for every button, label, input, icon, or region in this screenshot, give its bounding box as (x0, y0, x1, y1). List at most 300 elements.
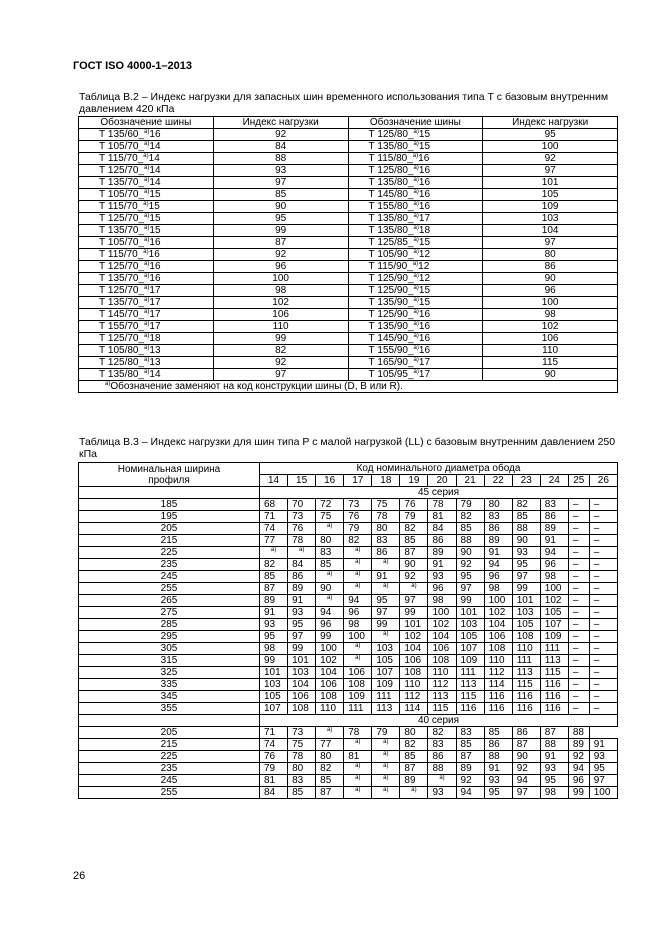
load-index-cell: 99 (456, 595, 484, 607)
load-index-cell: 110 (428, 667, 456, 679)
load-index-cell: 93 (512, 547, 540, 559)
load-index-cell: 95 (540, 775, 568, 787)
load-index-cell: 101 (288, 655, 316, 667)
table-row (79, 523, 618, 535)
load-index-cell: 106 (428, 643, 456, 655)
load-index-cell: 88 (512, 523, 540, 535)
footnote-mark: a) (413, 129, 419, 135)
nominal-width-cell: 345 (79, 691, 260, 703)
load-index-cell: 95 (456, 571, 484, 583)
table-row (79, 679, 618, 691)
load-index-cell: – (568, 559, 589, 571)
load-index-cell: 114 (400, 703, 428, 715)
rim-code-header: 14 (260, 475, 288, 487)
footnote-mark: a) (413, 189, 419, 195)
load-index-cell: 98 (540, 571, 568, 583)
tire-prefix: Т 115/70_ (99, 201, 144, 212)
footnote-mark: a) (413, 369, 419, 375)
load-index-cell: 93 (213, 165, 348, 177)
load-index-cell: 89 (484, 535, 512, 547)
load-index-cell: 107 (456, 643, 484, 655)
rim-code-header: 22 (484, 475, 512, 487)
load-index-cell: 89 (540, 523, 568, 535)
table-row (79, 153, 618, 165)
load-index-cell: 97 (483, 237, 618, 249)
load-index-cell: – (568, 547, 589, 559)
tire-designation-cell (79, 357, 214, 369)
load-index-cell: 97 (456, 583, 484, 595)
section-spacer (79, 715, 260, 727)
load-index-cell: 105 (372, 655, 400, 667)
tire-designation-cell (79, 333, 214, 345)
load-index-cell: 82 (512, 499, 540, 511)
tire-prefix: Т 155/90_ (368, 345, 414, 356)
load-index-cell: 74 (260, 523, 288, 535)
footnote-mark: a) (383, 775, 389, 781)
tire-designation-cell (348, 153, 483, 165)
tire-designation-cell (79, 141, 214, 153)
rim-code: 16 (418, 153, 430, 164)
load-index-cell: 85 (484, 727, 512, 739)
load-index-cell: 85 (288, 787, 316, 799)
load-index-cell: 94 (316, 607, 344, 619)
tire-designation-cell (79, 213, 214, 225)
load-index-cell: 95 (260, 631, 288, 643)
load-index-cell: 97 (589, 775, 617, 787)
load-index-cell: 108 (288, 703, 316, 715)
load-index-cell: 97 (213, 369, 348, 381)
load-index-cell: 76 (344, 511, 372, 523)
nominal-width-cell: 285 (79, 619, 260, 631)
load-index-cell (316, 727, 344, 739)
load-index-cell: 98 (260, 643, 288, 655)
tire-prefix: Т 135/70_ (99, 225, 145, 236)
load-index-cell: 114 (484, 679, 512, 691)
rim-code-header: 21 (456, 475, 484, 487)
load-index-cell: 102 (213, 297, 348, 309)
load-index-cell: 95 (213, 213, 348, 225)
load-index-cell: 91 (484, 763, 512, 775)
load-index-cell: – (568, 511, 589, 523)
load-index-cell: 99 (316, 631, 344, 643)
nominal-width-cell: 205 (79, 523, 260, 535)
load-index-cell: 89 (288, 583, 316, 595)
rim-code: 16 (418, 201, 431, 212)
tire-prefix: Т 145/90_ (368, 333, 414, 344)
footnote-mark: a) (144, 129, 150, 135)
load-index-cell: 77 (260, 535, 288, 547)
table-row (79, 703, 618, 715)
load-index-cell: 110 (213, 321, 348, 333)
footnote-mark: a) (355, 655, 361, 661)
load-index-cell: 95 (483, 129, 618, 141)
load-index-cell: 87 (540, 727, 568, 739)
section-row (79, 487, 618, 499)
load-index-cell: 79 (260, 763, 288, 775)
rim-code: 17 (418, 357, 431, 368)
load-index-cell: 82 (400, 523, 428, 535)
load-index-cell: 106 (288, 691, 316, 703)
tire-prefix: Т 115/70_ (99, 153, 144, 164)
table-row (79, 129, 618, 141)
nominal-width-cell: 205 (79, 727, 260, 739)
footnote-mark: a) (383, 583, 389, 589)
load-index-cell: 86 (428, 535, 456, 547)
load-index-cell: 88 (428, 763, 456, 775)
tire-prefix: Т 125/80_ (368, 129, 414, 140)
footnote-mark: a) (383, 787, 389, 793)
load-index-cell: 83 (288, 775, 316, 787)
tire-prefix: Т 115/80_ (368, 153, 413, 164)
nominal-width-cell: 265 (79, 595, 260, 607)
load-index-cell: 85 (260, 571, 288, 583)
load-index-cell: 98 (540, 787, 568, 799)
load-index-cell: 110 (484, 655, 512, 667)
footnote-mark: a) (413, 297, 419, 303)
footnote-mark: a) (355, 787, 361, 793)
load-index-cell: 79 (344, 523, 372, 535)
rim-code: 18 (149, 333, 161, 344)
table-row (79, 225, 618, 237)
load-index-cell: 96 (213, 261, 348, 273)
load-index-cell (344, 571, 372, 583)
tire-designation-cell (79, 189, 214, 201)
load-index-cell: 82 (344, 535, 372, 547)
load-index-cell: 96 (568, 775, 589, 787)
load-index-cell: – (568, 499, 589, 511)
load-index-cell: 92 (512, 763, 540, 775)
load-index-cell: 101 (512, 595, 540, 607)
tire-prefix: Т 135/80_ (368, 177, 414, 188)
table-row (79, 571, 618, 583)
tire-prefix: Т 125/85_ (368, 237, 414, 248)
tire-designation-cell (348, 189, 483, 201)
load-index-cell: – (568, 667, 589, 679)
load-index-cell: 94 (568, 763, 589, 775)
load-index-cell: 75 (288, 739, 316, 751)
load-index-cell: 112 (484, 667, 512, 679)
table-row (79, 643, 618, 655)
load-index-cell: 95 (589, 763, 617, 775)
tire-designation-cell (348, 273, 483, 285)
load-index-cell: 85 (213, 189, 348, 201)
load-index-cell: 111 (512, 655, 540, 667)
table-row (79, 141, 618, 153)
load-index-cell: 82 (260, 559, 288, 571)
load-index-cell: 103 (483, 213, 618, 225)
load-index-cell: 92 (456, 559, 484, 571)
footnote-mark: a) (383, 631, 389, 637)
load-index-cell: – (589, 643, 617, 655)
tire-designation-cell (79, 165, 214, 177)
column-header: Обозначение шины (348, 117, 483, 129)
rim-code: 16 (418, 189, 431, 200)
load-index-cell (344, 739, 372, 751)
footnote-mark: a) (143, 201, 149, 207)
tire-designation-cell (348, 333, 483, 345)
footnote-mark: a) (355, 583, 361, 589)
load-index-cell: 108 (428, 655, 456, 667)
rim-code: 16 (149, 261, 161, 272)
load-index-cell: 78 (288, 751, 316, 763)
load-index-cell: 103 (512, 607, 540, 619)
load-index-cell: 97 (288, 631, 316, 643)
load-index-cell: 81 (428, 511, 456, 523)
load-index-cell: 98 (484, 583, 512, 595)
load-index-cell: 110 (512, 643, 540, 655)
load-index-cell: – (589, 703, 617, 715)
nominal-width-cell: 185 (79, 499, 260, 511)
load-index-cell: 98 (213, 285, 348, 297)
footnote-mark: a) (439, 775, 445, 781)
table-row (79, 165, 618, 177)
tire-prefix: Т 125/80_ (99, 357, 145, 368)
load-index-cell: – (568, 655, 589, 667)
load-index-cell: 89 (400, 775, 428, 787)
nominal-width-cell: 355 (79, 703, 260, 715)
load-index-cell: 108 (344, 679, 372, 691)
load-index-cell: 91 (589, 739, 617, 751)
load-index-cell: – (589, 535, 617, 547)
load-index-cell: 100 (484, 595, 512, 607)
footnote-mark: a) (413, 141, 419, 147)
load-index-cell: 87 (456, 751, 484, 763)
tire-prefix: Т 115/90_ (368, 261, 413, 272)
load-index-cell: 91 (540, 751, 568, 763)
load-index-cell: 86 (540, 511, 568, 523)
footnote-mark: a) (144, 297, 150, 303)
load-index-cell: 94 (344, 595, 372, 607)
tire-designation-cell (348, 225, 483, 237)
load-index-cell: 80 (400, 727, 428, 739)
load-index-cell: 97 (483, 165, 618, 177)
load-index-cell: 107 (260, 703, 288, 715)
load-index-cell: 104 (428, 631, 456, 643)
table-row (79, 751, 618, 763)
load-index-cell: 73 (288, 511, 316, 523)
footnote-mark: a) (144, 237, 150, 243)
rim-code: 15 (418, 285, 431, 296)
footnote-mark: a) (412, 153, 419, 159)
table-b3-caption: Таблица В.3 – Индекс нагрузки для шин типа Р с малой нагрузкой (LL) с базовым внутренним давлением 250 кПа (79, 436, 616, 460)
footnote-mark: a) (355, 775, 361, 781)
load-index-cell: 92 (483, 153, 618, 165)
footnote-mark: a) (144, 225, 150, 231)
load-index-cell: 100 (540, 583, 568, 595)
footnote-mark: a) (413, 333, 419, 339)
nominal-width-cell: 295 (79, 631, 260, 643)
tire-designation-cell (348, 345, 483, 357)
load-index-cell: 92 (213, 249, 348, 261)
tire-designation-cell (348, 297, 483, 309)
tire-prefix: Т 135/70_ (99, 273, 145, 284)
table-row (79, 369, 618, 381)
footnote-mark: a) (144, 285, 150, 291)
load-index-cell: 102 (540, 595, 568, 607)
load-index-cell: 104 (400, 643, 428, 655)
load-index-cell: 80 (316, 535, 344, 547)
rim-code: 16 (149, 129, 161, 140)
load-index-cell: – (589, 655, 617, 667)
load-index-cell: 94 (540, 547, 568, 559)
load-index-cell: – (568, 571, 589, 583)
footnote-mark: a) (413, 309, 419, 315)
footnote-mark: a) (383, 559, 389, 565)
load-index-cell: 86 (483, 261, 618, 273)
load-index-cell: 109 (372, 679, 400, 691)
rim-code: 15 (149, 189, 161, 200)
section-row (79, 715, 618, 727)
load-index-cell: 108 (484, 643, 512, 655)
footnote-mark: a) (327, 727, 333, 733)
footnote-mark: a) (144, 165, 150, 171)
footnote-mark: a) (144, 321, 150, 327)
load-index-cell: 113 (372, 703, 400, 715)
load-index-cell: 92 (213, 129, 348, 141)
load-index-cell: 113 (428, 691, 456, 703)
load-index-cell: 87 (213, 237, 348, 249)
load-index-cell: 85 (456, 739, 484, 751)
rim-code-header: 16 (316, 475, 344, 487)
load-index-cell (400, 787, 428, 799)
tire-prefix: Т 125/70_ (99, 285, 145, 296)
load-index-cell: 109 (456, 655, 484, 667)
footnote-mark: a) (413, 213, 419, 219)
load-index-cell: 77 (316, 739, 344, 751)
footnote-mark: a) (413, 165, 419, 171)
column-header: Индекс нагрузки (213, 117, 348, 129)
load-index-cell: 83 (372, 535, 400, 547)
load-index-cell: 78 (288, 535, 316, 547)
tire-designation-cell (79, 273, 214, 285)
load-index-cell: 113 (512, 667, 540, 679)
load-index-cell (260, 547, 288, 559)
table-row (79, 595, 618, 607)
load-index-cell: 116 (540, 679, 568, 691)
rim-code-header: 24 (540, 475, 568, 487)
load-index-cell: 111 (344, 703, 372, 715)
load-index-cell: 70 (288, 499, 316, 511)
load-index-cell: 99 (372, 619, 400, 631)
rim-code: 12 (418, 261, 430, 272)
tire-designation-cell (348, 357, 483, 369)
footnote-row (79, 381, 618, 393)
load-index-cell: 88 (456, 535, 484, 547)
load-index-cell: 100 (316, 643, 344, 655)
load-index-cell: 96 (483, 285, 618, 297)
load-index-cell: 90 (512, 535, 540, 547)
footnote-mark: a) (105, 381, 111, 387)
load-index-cell: – (589, 691, 617, 703)
load-index-cell: 86 (372, 547, 400, 559)
footnote-mark: a) (144, 369, 150, 375)
tire-prefix: Т 125/70_ (99, 165, 145, 176)
load-index-cell: 100 (483, 141, 618, 153)
rim-code-header: 18 (372, 475, 400, 487)
rim-code: 16 (418, 321, 431, 332)
load-index-cell: 89 (456, 763, 484, 775)
load-index-cell: – (589, 631, 617, 643)
load-index-cell: – (568, 523, 589, 535)
load-index-cell: 96 (428, 583, 456, 595)
load-index-cell: 102 (316, 655, 344, 667)
load-index-cell: 100 (428, 607, 456, 619)
table-row (79, 309, 618, 321)
tire-designation-cell (79, 237, 214, 249)
nominal-width-cell: 275 (79, 607, 260, 619)
load-index-cell: 88 (568, 727, 589, 739)
header-rim-code: Код номинального диаметра обода (260, 463, 618, 475)
load-index-cell: – (568, 607, 589, 619)
rim-code-header: 20 (428, 475, 456, 487)
load-index-cell: 73 (344, 499, 372, 511)
tire-prefix: Т 135/80_ (368, 141, 414, 152)
table-row (79, 213, 618, 225)
nominal-width-cell: 235 (79, 559, 260, 571)
load-index-cell: 116 (540, 691, 568, 703)
rim-code: 17 (418, 213, 431, 224)
footnote-mark: a) (355, 559, 361, 565)
page-number: 26 (73, 870, 86, 882)
footnote-mark: a) (327, 571, 333, 577)
load-index-cell: – (589, 595, 617, 607)
load-index-cell (344, 655, 372, 667)
rim-code: 16 (418, 309, 431, 320)
column-header: Обозначение шины (79, 117, 214, 129)
load-index-cell: 92 (568, 751, 589, 763)
load-index-cell: 72 (316, 499, 344, 511)
table-row (79, 559, 618, 571)
nominal-width-cell: 325 (79, 667, 260, 679)
load-index-cell: 91 (372, 571, 400, 583)
tire-prefix: Т 145/80_ (368, 189, 414, 200)
table-header-row (79, 117, 618, 129)
load-index-cell: 101 (483, 177, 618, 189)
tire-prefix: Т 125/70_ (99, 261, 145, 272)
load-index-cell: 96 (540, 559, 568, 571)
load-index-cell (372, 583, 400, 595)
load-index-cell: – (589, 583, 617, 595)
load-index-cell: 85 (456, 523, 484, 535)
table-row (79, 787, 618, 799)
footnote-mark: a) (298, 547, 305, 553)
table-row (79, 511, 618, 523)
load-index-cell (372, 559, 400, 571)
load-index-cell: 104 (288, 679, 316, 691)
load-index-cell: 93 (428, 787, 456, 799)
rim-code: 16 (149, 237, 161, 248)
footnote-mark: a) (355, 643, 361, 649)
load-index-cell: 78 (372, 511, 400, 523)
header-nominal-width: Номинальная ширина профиля (79, 463, 260, 487)
load-index-cell: 91 (260, 607, 288, 619)
table-row (79, 775, 618, 787)
table-footnote (79, 381, 618, 393)
load-index-cell: 71 (260, 511, 288, 523)
tire-designation-cell (348, 129, 483, 141)
load-index-cell: 93 (484, 775, 512, 787)
load-index-cell: 97 (213, 177, 348, 189)
load-index-cell: 83 (540, 499, 568, 511)
load-index-cell: 90 (316, 583, 344, 595)
table-row (79, 739, 618, 751)
load-index-cell: 80 (372, 523, 400, 535)
load-index-cell: 81 (260, 775, 288, 787)
load-index-cell: 88 (484, 751, 512, 763)
load-index-cell: 88 (213, 153, 348, 165)
rim-code-header: 19 (400, 475, 428, 487)
tire-designation-cell (348, 285, 483, 297)
